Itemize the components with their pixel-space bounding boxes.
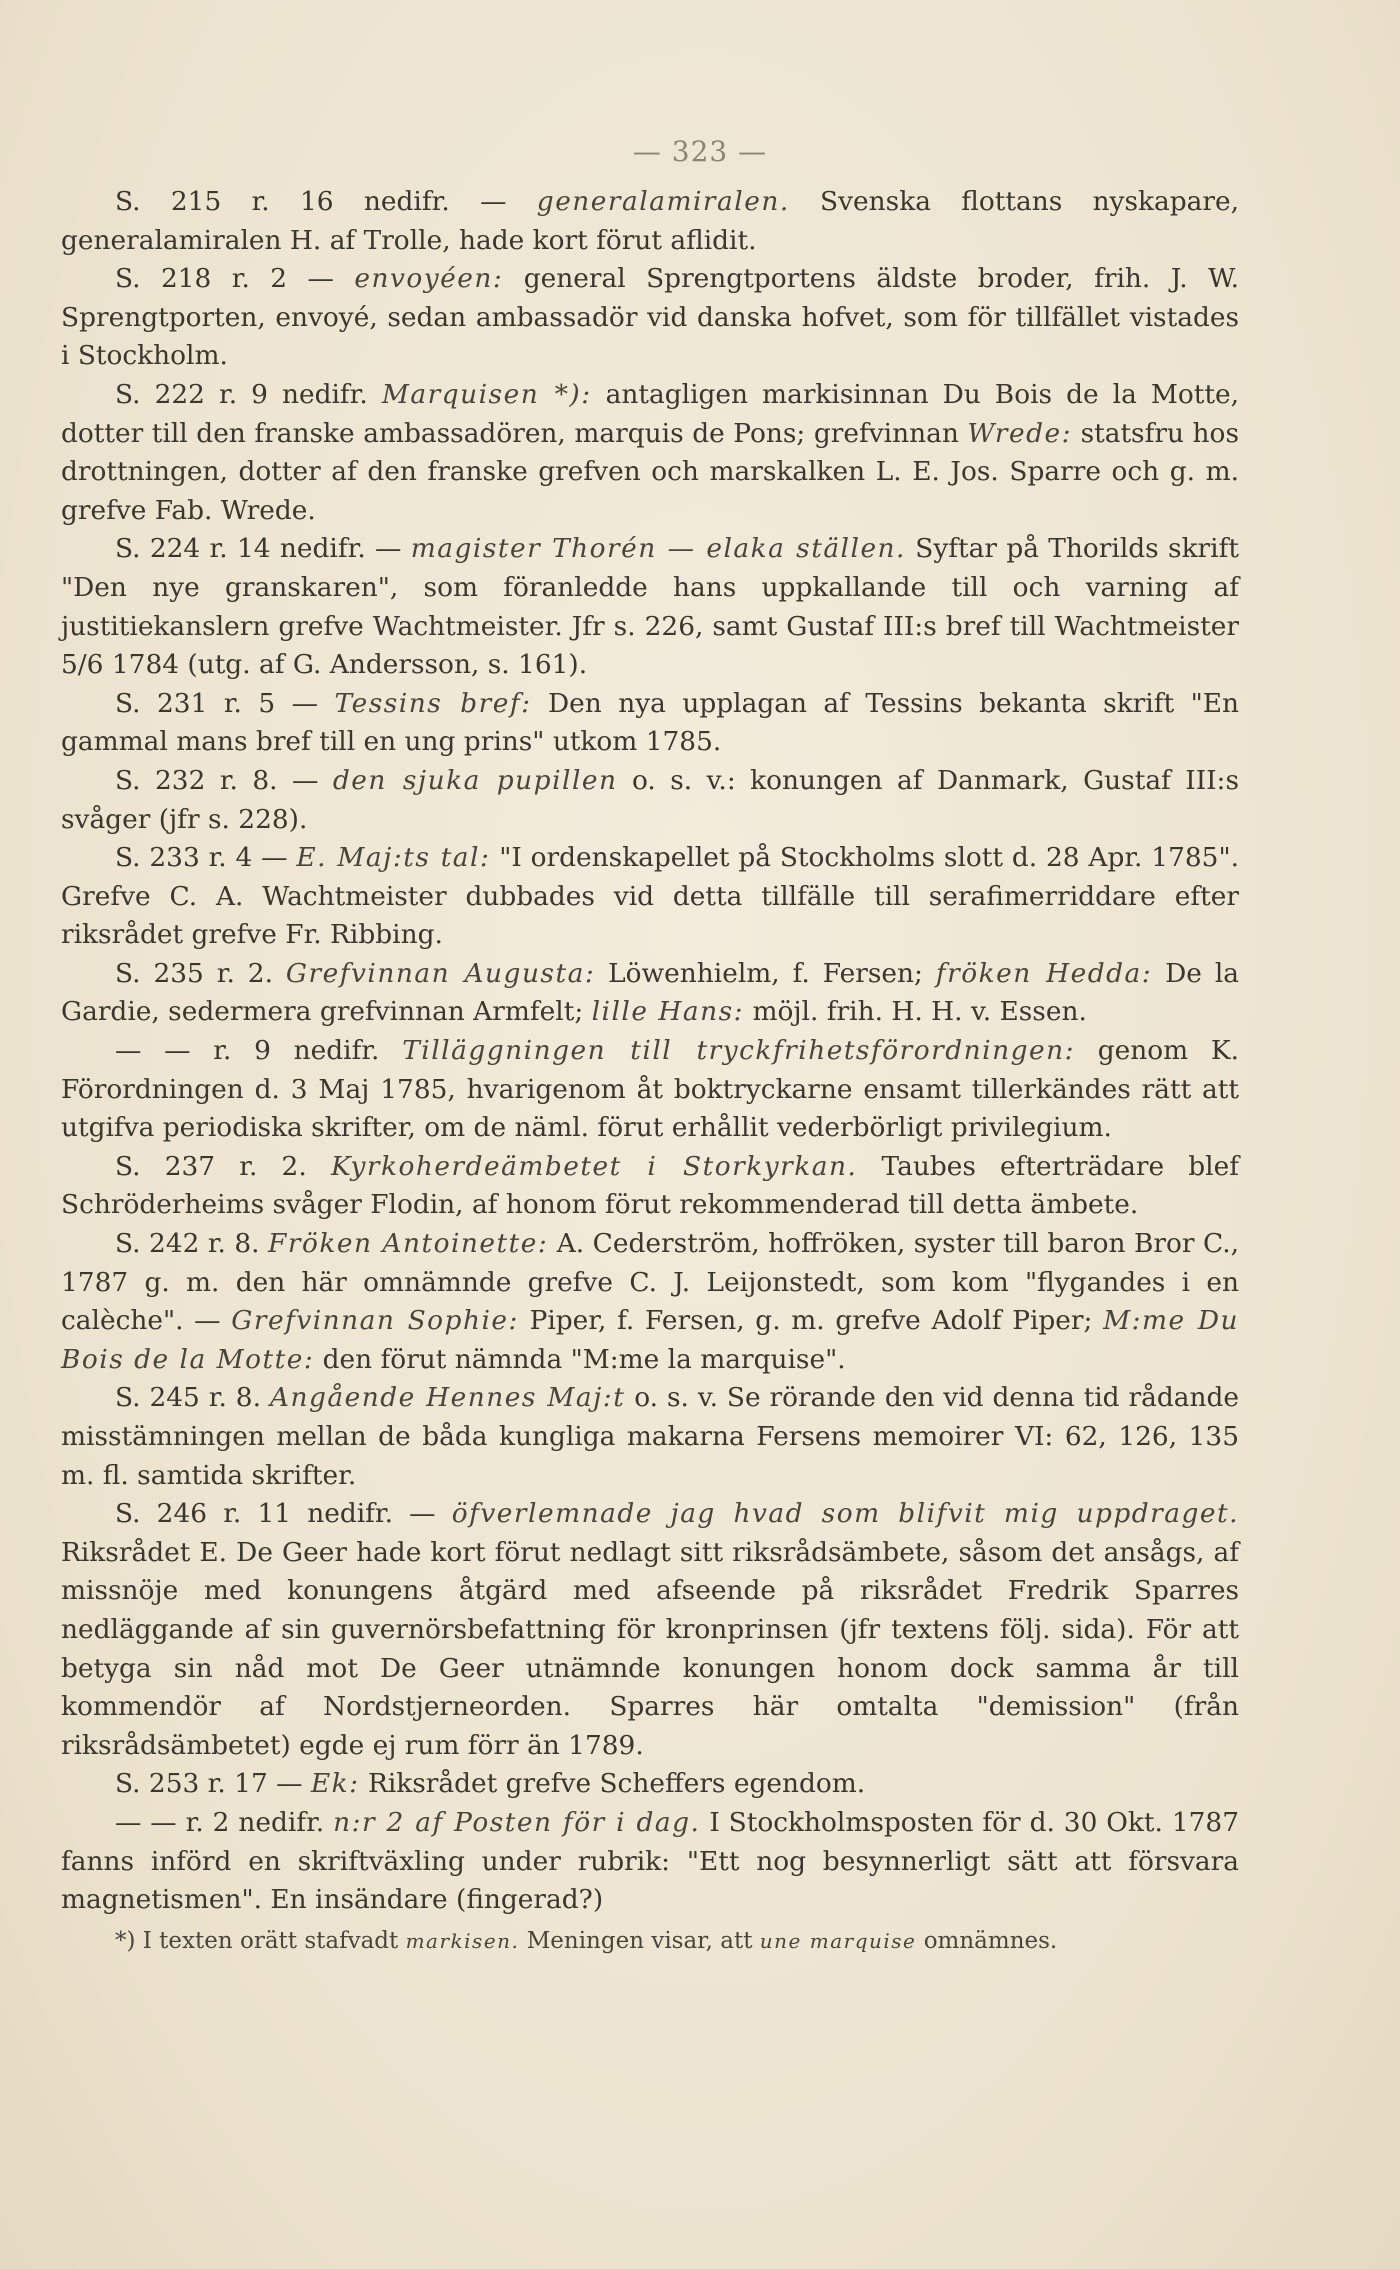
page-number: — 323 — (632, 135, 768, 168)
note-paragraph (61, 183, 1239, 260)
note-paragraph (61, 530, 1239, 684)
text-run: S. 224 r. 14 nedifr. — (115, 533, 411, 565)
text-run: "I ordenskapellet på Stockholms slott d. 28 Apr. 1785". Grefve C. A. Wachtmeister dubbades vid detta tillfälle till serafimerriddare efter riksrådet grefve Fr. Ribbing. (61, 842, 1239, 951)
text-run: o. s. v. Se rörande den vid denna tid rådande misstämningen mellan de båda kungliga makarna Fersens memoirer VI: 62, 126, 135 m. fl. samtida skrifter. (61, 1382, 1239, 1491)
italic-term: M:me Du Bois de la Motte: (61, 1305, 1239, 1375)
text-run: S. 218 r. 2 — (115, 263, 355, 295)
italic-term: fröken Hedda: (935, 957, 1153, 989)
text-run: Den nya upplagan af Tessins bekanta skrift "En gammal mans bref till en ung prins" utkom 1785. (61, 687, 1239, 758)
note-paragraph (61, 1032, 1239, 1148)
text-run: Meningen visar, att (519, 1928, 760, 1954)
note-paragraph (61, 1148, 1239, 1225)
note-paragraph (61, 1495, 1239, 1765)
italic-term: Tessins bref: (334, 687, 532, 719)
italic-term: Fröken Antoinette: (268, 1228, 549, 1260)
text-run: möjl. frih. H. H. v. Essen. (744, 996, 1087, 1028)
italic-term: Tilläggningen till tryckfrihetsförordningen: (402, 1035, 1075, 1067)
text-run: S. 237 r. 2. (115, 1150, 331, 1182)
text-run: Taubes efterträdare blef Schröderheims svåger Flodin, af honom förut rekommenderad till detta ämbete. (61, 1150, 1239, 1221)
note-paragraph (61, 762, 1239, 839)
text-run: den förut nämnda "M:me la marquise". (314, 1343, 846, 1375)
text-run: De la Gardie, sedermera grefvinnan Armfelt; (61, 957, 1239, 1028)
note-paragraph (61, 685, 1239, 762)
text-run: Löwenhielm, f. Fersen; (595, 957, 936, 989)
italic-term: Wrede: (967, 417, 1072, 449)
text-run: Piper, f. Fersen, g. m. grefve Adolf Piper; (518, 1305, 1104, 1337)
text-run: S. 253 r. 17 — (115, 1768, 311, 1800)
italic-term: Kyrkoherdeämbetet i Storkyrkan. (330, 1150, 858, 1182)
italic-term: Ek: (310, 1768, 360, 1800)
note-paragraph (61, 1765, 1239, 1804)
text-run: S. 242 r. 8. (115, 1228, 269, 1260)
text-run: S. 232 r. 8. — (115, 764, 333, 796)
italic-term: lille Hans: (591, 996, 745, 1028)
note-paragraph (61, 376, 1239, 530)
text-run: S. 233 r. 4 — (115, 842, 297, 874)
text-run: S. 245 r. 8. (115, 1382, 270, 1414)
note-paragraph (61, 1225, 1239, 1379)
italic-term: Angående Hennes Maj:t (269, 1382, 626, 1414)
text-run: S. 222 r. 9 nedifr. (115, 378, 382, 410)
text-run: — — r. 2 nedifr. (115, 1806, 334, 1838)
text-run: general Sprengtportens äldste broder, frih. J. W. Sprengtporten, envoyé, sedan ambassadör vid danska hofvet, som för tillfället vistades i Stockholm. (61, 263, 1239, 372)
note-paragraph (61, 955, 1239, 1032)
italic-term: markisen. (405, 1929, 520, 1953)
note-paragraph (61, 1379, 1239, 1495)
italic-term: Grefvinnan Sophie: (231, 1305, 519, 1337)
text-run: o. s. v.: konungen af Danmark, Gustaf III:s svåger (jfr s. 228). (61, 764, 1239, 835)
text-run: — — r. 9 nedifr. (115, 1035, 403, 1067)
text-run: S. 215 r. 16 nedifr. — (115, 186, 537, 217)
text-run: Riksrådet E. De Geer hade kort förut nedlagt sitt riksrådsämbete, såsom det ansågs, af missnöje med konungens åtgärd med afseende på riksrådet Fredrik Sparres nedläggande af sin guvernörsbefattning för kronprinsen (jfr textens följ. sida). För att betyga sin nåd mot De Geer utnämnde konungen honom dock samma år till kommendör af Nordstjerneorden. Sparres här omtalta "demission" (från riksrådsämbetet) egde ej rum förr än 1789. (61, 1536, 1239, 1761)
text-run: S. 246 r. 11 nedifr. — (115, 1498, 452, 1530)
text-run: A. Cederström, hoffröken, syster till baron Bror C., 1787 g. m. den här omnämnde grefve C. J. Leijonstedt, som kom "flygandes i en calèche". — (61, 1228, 1239, 1337)
footnote (61, 1924, 1239, 1958)
text-run: Riksrådet grefve Scheffers egendom. (359, 1768, 866, 1800)
italic-term: den sjuka pupillen (332, 764, 618, 796)
text-run: statsfru hos drottningen, dotter af den franske grefven och marskalken L. E. Jos. Sparre och g. m. grefve Fab. Wrede. (61, 417, 1239, 526)
italic-term: magister Thorén — elaka ställen. (410, 533, 906, 565)
italic-term: envoyéen: (354, 263, 504, 295)
text-run: S. 231 r. 5 — (115, 687, 335, 719)
italic-term: generalamiralen. (536, 186, 790, 217)
text-run: Syftar på Thorilds skrift "Den nye granskaren", som föranledde hans uppkallande till och varning af justitiekanslern grefve Wachtmeister. Jfr s. 226, samt Gustaf III:s bref till Wachtmeister 5/6 1784 (utg. af G. Andersson, s. 161). (61, 533, 1239, 681)
italic-term: n:r 2 af Posten för i dag. (333, 1806, 701, 1838)
text-run: S. 235 r. 2. (115, 957, 286, 989)
italic-term: E. Maj:ts tal: (296, 842, 491, 874)
text-run: omnämnes. (916, 1928, 1058, 1954)
text-run: genom K. Förordningen d. 3 Maj 1785, hvarigenom åt boktryckarne ensamt tillerkändes rätt att utgifva periodiska skrifter, om de näml. förut erhållit vederbörligt privilegium. (61, 1035, 1239, 1144)
italic-term: Marquisen *): (381, 378, 592, 410)
text-run: antagligen markisinnan Du Bois de la Motte, dotter till den franske ambassadören, marquis de Pons; grefvinnan (61, 378, 1240, 449)
note-paragraph (61, 260, 1239, 376)
note-paragraph (61, 1804, 1239, 1920)
text-run: Svenska flottans nyskapare, generalamiralen H. af Trolle, hade kort förut aflidit. (61, 186, 1239, 256)
main-text (61, 183, 1239, 1920)
text-run: *) I texten orätt stafvadt (115, 1928, 406, 1954)
italic-term: Grefvinnan Augusta: (285, 957, 596, 989)
text-run: I Stockholmsposten för d. 30 Okt. 1787 fanns införd en skriftväxling under rubrik: "Ett nog besynnerligt sätt att försvara magnetismen". En insändare (fingerad?) (61, 1806, 1239, 1916)
italic-term: öfverlemnade jag hvad som blifvit mig uppdraget. (451, 1498, 1239, 1530)
note-paragraph (61, 839, 1239, 955)
italic-term: une marquise (759, 1929, 917, 1953)
